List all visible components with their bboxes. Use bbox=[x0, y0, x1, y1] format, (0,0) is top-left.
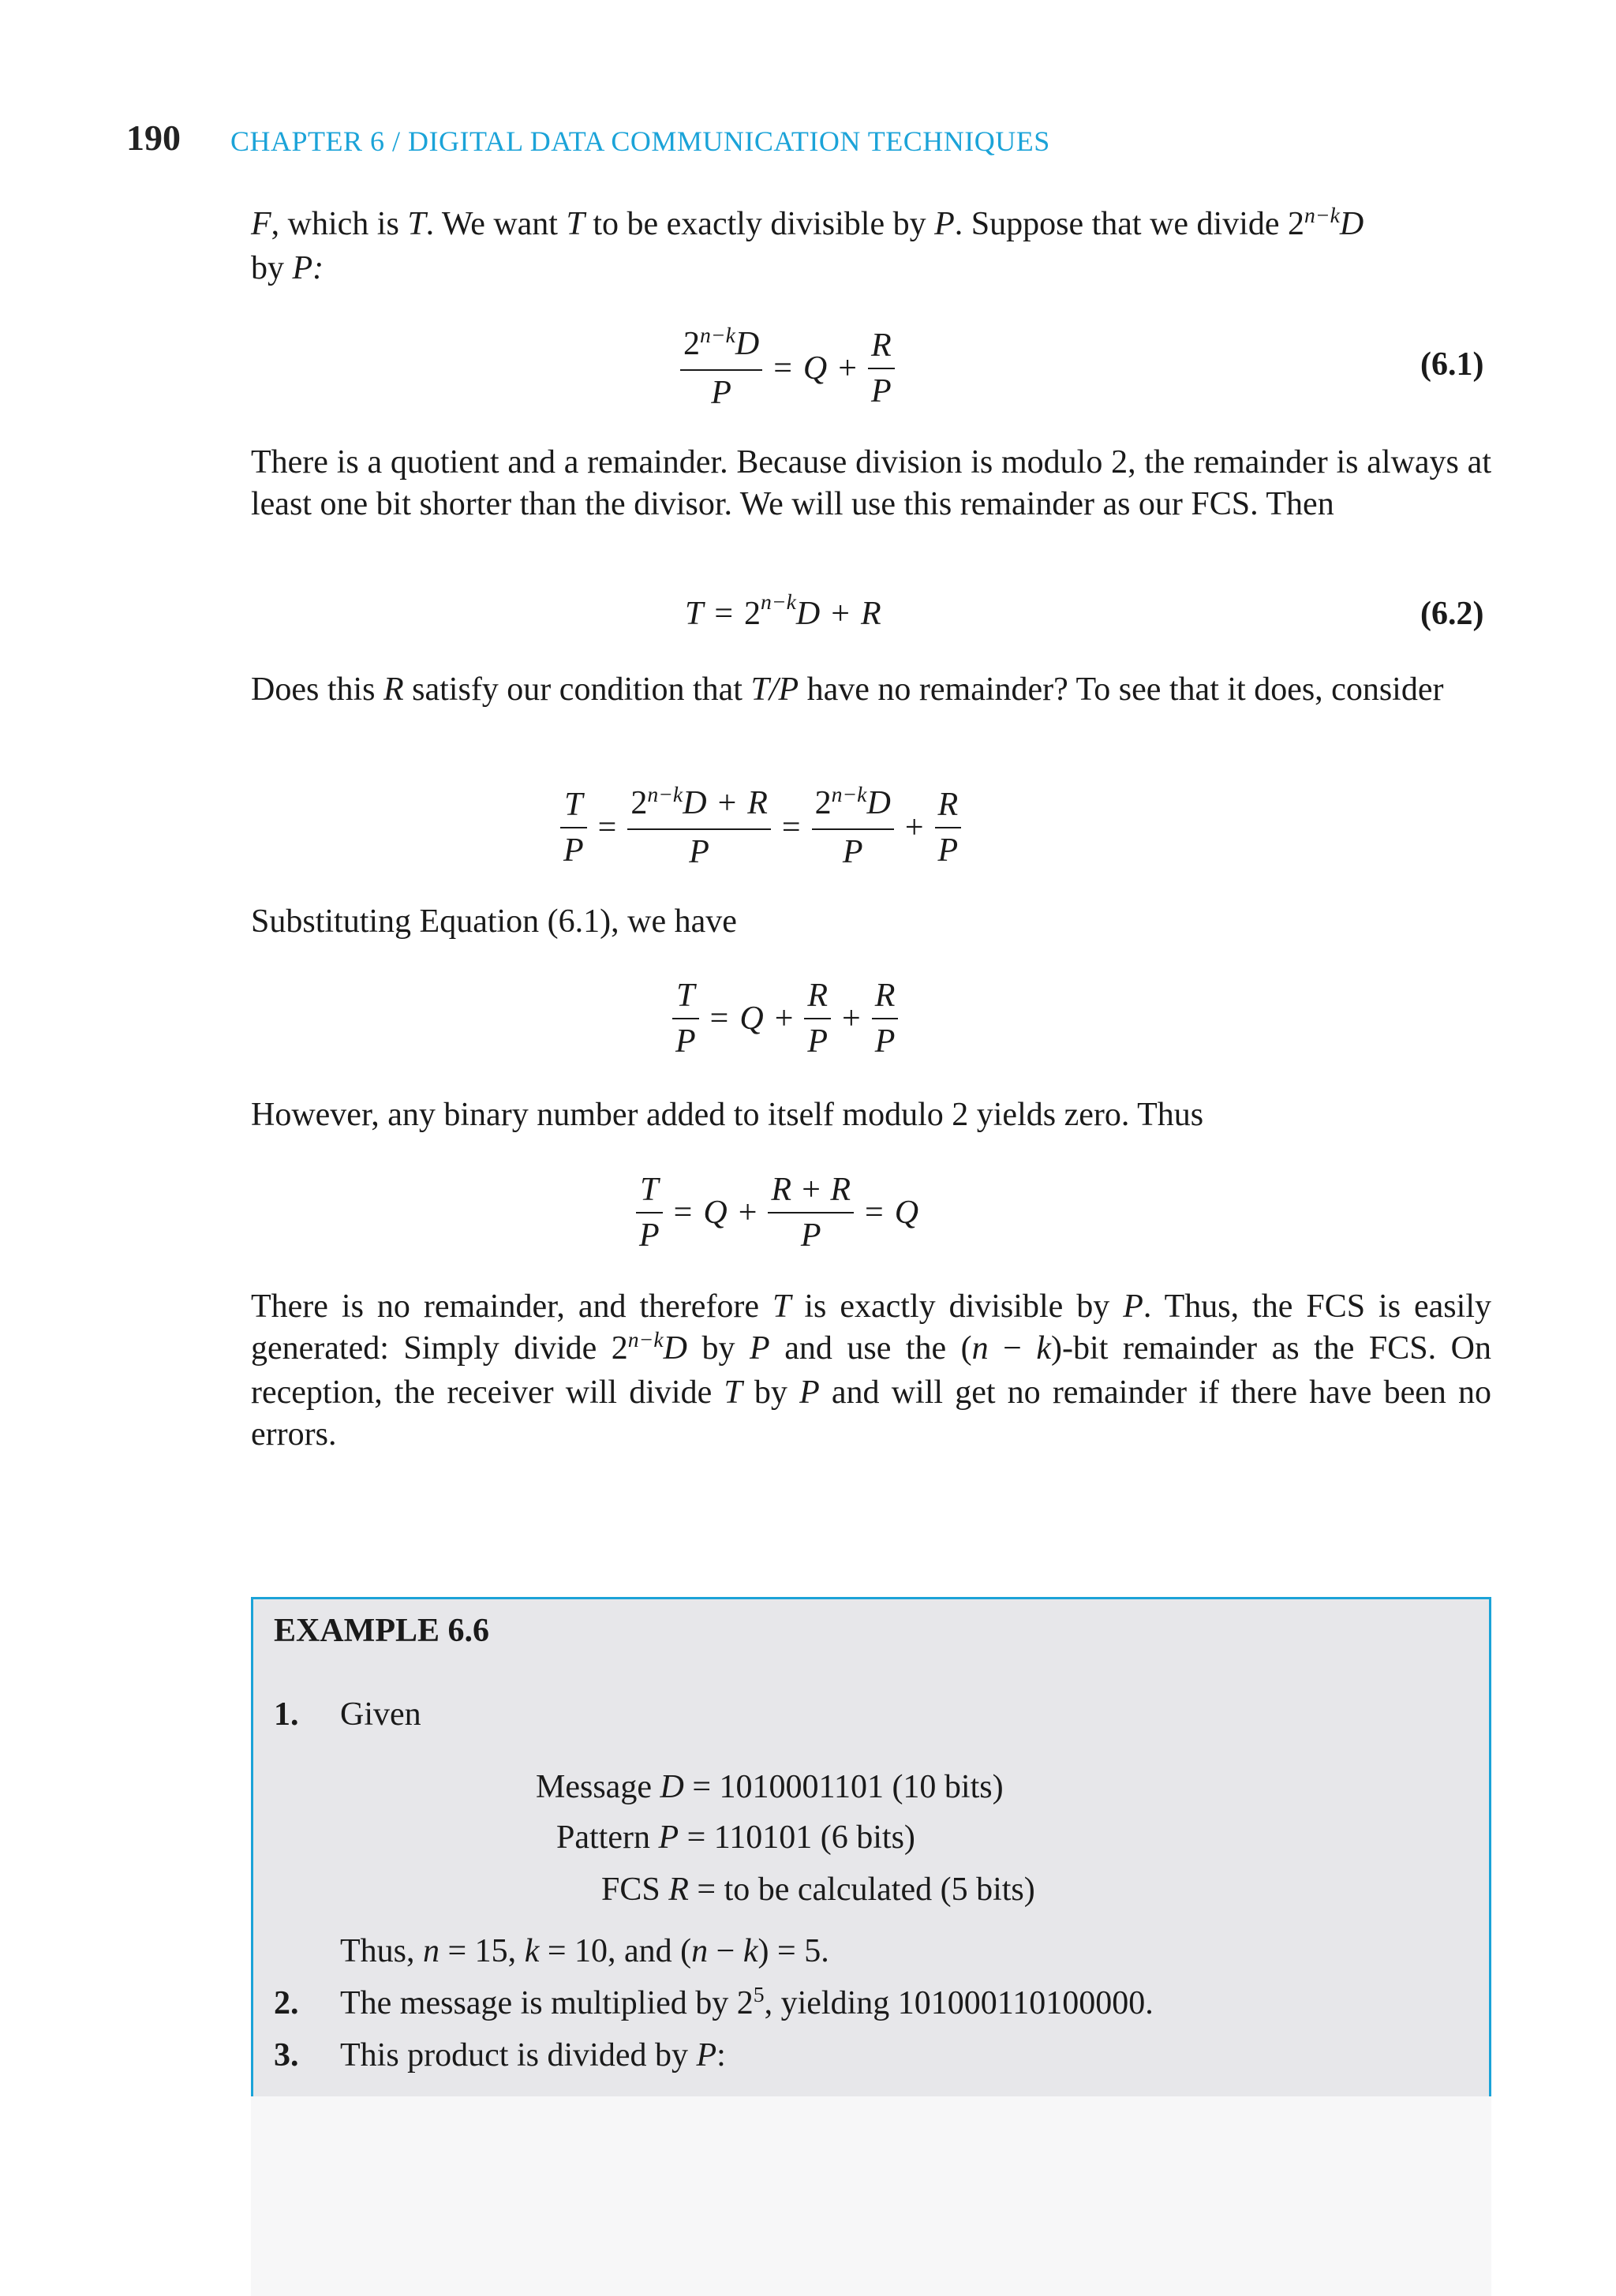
equation-number-6-2: (6.2) bbox=[1420, 596, 1484, 632]
paragraph-1: F, which is T. We want T to be exactly divisible by P. Suppose that we divide $2^{n-k}D$ by P: bbox=[251, 202, 1364, 286]
item-1-text: Given bbox=[340, 1696, 421, 1733]
item-3-number: 3. bbox=[274, 2037, 299, 2074]
item-2-number: 2. bbox=[274, 1985, 299, 2021]
paragraph-3: Does this R satisfy our condition that T/P have no remainder? To see that it does, consider bbox=[251, 671, 1444, 708]
item-1-number: 1. bbox=[274, 1696, 299, 1733]
equation-number-6-1: (6.1) bbox=[1420, 346, 1484, 383]
paragraph-2: There is a quotient and a remainder. Because division is modulo 2, the remainder is always at least one bit shorter than the divisor. We will use this remainder as our FCS. Then bbox=[251, 444, 1491, 522]
item-2-text: The message is multiplied by $2^5$, yielding 101000110100000. bbox=[340, 1981, 1154, 2021]
message-line: Message D = 1010001101 (10 bits) bbox=[536, 1769, 1004, 1805]
equation-substitution: $\frac{T}{P}$ = Q + $\frac{R}{P}$ + $\frac{R}{P}$ bbox=[672, 974, 898, 1064]
chapter-heading: CHAPTER 6 / DIGITAL DATA COMMUNICATION TECHNIQUES bbox=[230, 125, 1050, 157]
page-number: 190 bbox=[126, 118, 181, 158]
equation-result: $\frac{T}{P}$ = Q + $\frac{R + R}{P}$ = Q bbox=[636, 1168, 918, 1258]
example-box-continuation bbox=[251, 2096, 1491, 2296]
paragraph-4: Substituting Equation (6.1), we have bbox=[251, 903, 737, 940]
thus-line: Thus, n = 15, k = 10, and (n − k) = 5. bbox=[340, 1933, 829, 1969]
pattern-line: Pattern P = 110101 (6 bits) bbox=[556, 1819, 915, 1856]
paragraph-5: However, any binary number added to itself modulo 2 yields zero. Thus bbox=[251, 1097, 1204, 1133]
equation-expansion: $\frac{T}{P}$ = $\frac{2^{n-k}D + R}{P}$ = $\frac{2^{n-k}D}{P}$ + $\frac{R}{P}$ bbox=[560, 781, 961, 874]
equation-6-1: $\frac{2^{n-k}D}{P}$ = Q + $\frac{R}{P}$ bbox=[680, 322, 895, 415]
equation-6-2: T = 2 $^{n-k}$ D + R bbox=[685, 589, 881, 632]
example-title: EXAMPLE 6.6 bbox=[274, 1613, 489, 1649]
item-3-text: This product is divided by P: bbox=[340, 2037, 726, 2074]
example-box bbox=[251, 1597, 1491, 2096]
paragraph-6: There is no remainder, and therefore T is exactly divisible by P. Thus, the FCS is easily generated: Simply divide $2^{n-k}D$ by P and use the (n − k)-bit remainder as the FCS. On reception, the receiver will divide T by P and will get no remainder if there have been no errors. bbox=[251, 1288, 1492, 1453]
fcs-line: FCS R = to be calculated (5 bits) bbox=[601, 1872, 1035, 1908]
